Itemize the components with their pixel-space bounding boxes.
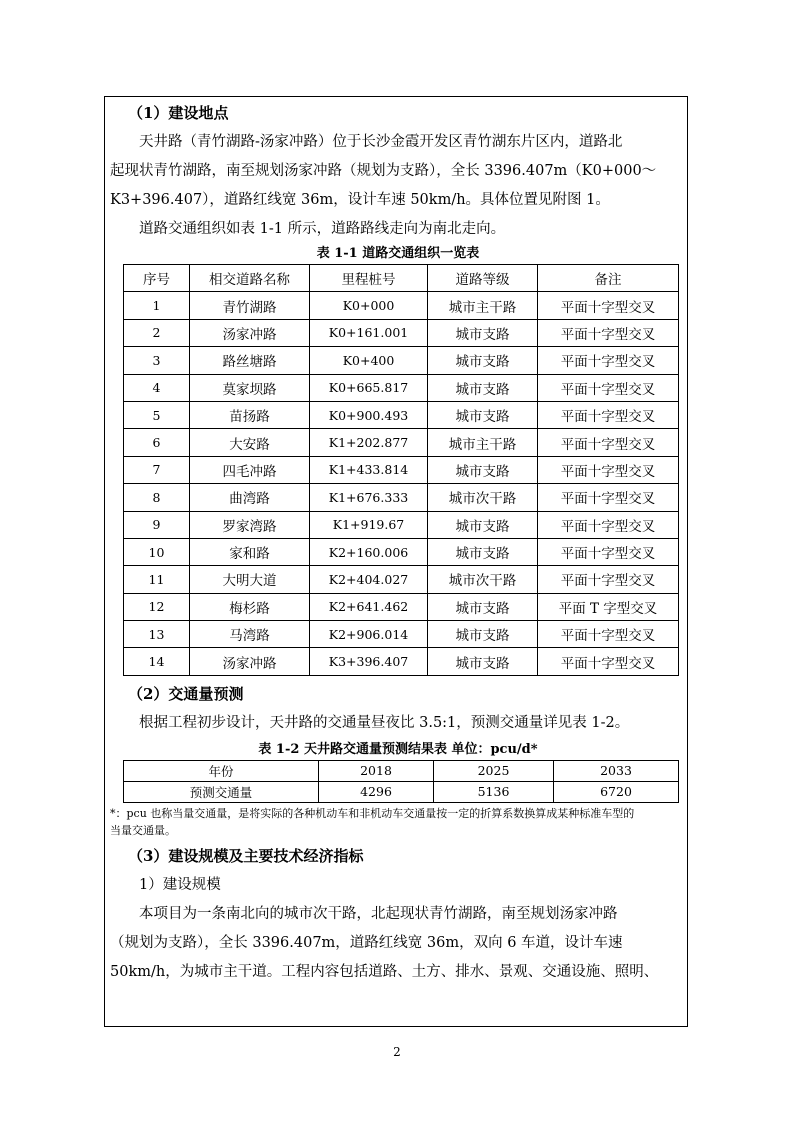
table-cell: 平面十字型交叉 <box>538 566 679 593</box>
table-cell: 城市支路 <box>428 648 538 675</box>
table-cell: 城市次干路 <box>428 566 538 593</box>
table-cell: 年份 <box>124 760 319 781</box>
table-cell: 5136 <box>434 781 554 802</box>
table-cell: 城市主干路 <box>428 292 538 319</box>
header-cell: 相交道路名称 <box>190 265 310 292</box>
table-cell: 平面十字型交叉 <box>538 374 679 401</box>
section-heading-traffic-forecast: （2）交通量预测 <box>128 684 244 703</box>
table-cell: 苗扬路 <box>190 401 310 428</box>
table-cell: 大明大道 <box>190 566 310 593</box>
table-cell: 青竹湖路 <box>190 292 310 319</box>
table-cell: 汤家冲路 <box>190 319 310 346</box>
table-row <box>124 401 679 428</box>
table-cell: 8 <box>124 484 190 511</box>
footnote-line: *：pcu 也称当量交通量，是将实际的各种机动车和非机动车交通量按一定的折算系数换算成某种标准车型的 <box>110 806 635 820</box>
table-cell: K1+433.814 <box>310 456 428 483</box>
table-cell: K2+160.006 <box>310 538 428 565</box>
paragraph-line: 道路交通组织如表 1-1 所示，道路路线走向为南北走向。 <box>139 221 506 237</box>
table-cell: 莫家坝路 <box>190 374 310 401</box>
table-cell: 2025 <box>434 760 554 781</box>
table-cell: 平面十字型交叉 <box>538 484 679 511</box>
table-caption: 表 1-1 道路交通组织一览表 <box>316 246 480 261</box>
table-row <box>124 319 679 346</box>
table-cell: 平面十字型交叉 <box>538 401 679 428</box>
table-cell: 6720 <box>554 781 679 802</box>
table-cell: 平面 T 字型交叉 <box>538 593 679 620</box>
table-row <box>124 781 679 802</box>
document-body <box>110 98 686 987</box>
traffic-forecast-paragraph: 根据工程初步设计，天井路的交通量昼夜比 3.5:1，预测交通量详见表 1-2。 <box>139 714 630 731</box>
table-cell: 平面十字型交叉 <box>538 429 679 456</box>
table-cell: 平面十字型交叉 <box>538 319 679 346</box>
table-cell: 城市支路 <box>428 401 538 428</box>
table-row <box>124 429 679 456</box>
table-cell: 2033 <box>554 760 679 781</box>
traffic-organization-table <box>123 264 679 676</box>
table-cell: 平面十字型交叉 <box>538 456 679 483</box>
table-row <box>124 456 679 483</box>
table-cell: 马湾路 <box>190 621 310 648</box>
table-cell: 城市支路 <box>428 593 538 620</box>
table-cell: 12 <box>124 593 190 620</box>
table-row <box>124 566 679 593</box>
scale-paragraph <box>110 871 686 987</box>
table-cell: 路丝塘路 <box>190 347 310 374</box>
table-cell: 城市支路 <box>428 621 538 648</box>
table-cell: K0+400 <box>310 347 428 374</box>
table-cell: 城市支路 <box>428 347 538 374</box>
footnote-line: 当量交通量。 <box>110 823 176 837</box>
header-cell: 序号 <box>124 265 190 292</box>
section-heading-location: （1）建设地点 <box>128 104 229 122</box>
table-cell: 9 <box>124 511 190 538</box>
table-cell: 平面十字型交叉 <box>538 292 679 319</box>
table-cell: 5 <box>124 401 190 428</box>
table-cell: 城市支路 <box>428 511 538 538</box>
table-cell: 4296 <box>319 781 434 802</box>
table-row <box>124 484 679 511</box>
table-cell: 平面十字型交叉 <box>538 347 679 374</box>
header-cell: 道路等级 <box>428 265 538 292</box>
page-number: 2 <box>393 1045 401 1059</box>
table-cell: 1 <box>124 292 190 319</box>
table-cell: 11 <box>124 566 190 593</box>
table-cell: 10 <box>124 538 190 565</box>
location-paragraph <box>110 128 686 244</box>
table-header-row <box>124 265 679 292</box>
footnote <box>110 805 686 839</box>
table-cell: 城市次干路 <box>428 484 538 511</box>
table-cell: 14 <box>124 648 190 675</box>
table-cell: 曲湾路 <box>190 484 310 511</box>
table-cell: K2+641.462 <box>310 593 428 620</box>
table-cell: K0+665.817 <box>310 374 428 401</box>
table-cell: 6 <box>124 429 190 456</box>
table-cell: 家和路 <box>190 538 310 565</box>
paragraph-line: 起现状青竹湖路，南至规划汤家冲路（规划为支路），全长 3396.407m（K0+000～ <box>110 163 657 179</box>
paragraph-line: 天井路（青竹湖路-汤家冲路）位于长沙金霞开发区青竹湖东片区内，道路北 <box>139 134 623 150</box>
header-cell: 备注 <box>538 265 679 292</box>
table-row <box>124 760 679 781</box>
table-cell: 平面十字型交叉 <box>538 511 679 538</box>
table-row <box>124 292 679 319</box>
table-cell: 城市支路 <box>428 374 538 401</box>
table-cell: 2018 <box>319 760 434 781</box>
header-cell: 里程桩号 <box>310 265 428 292</box>
table-row <box>124 648 679 675</box>
table-row <box>124 538 679 565</box>
table-cell: 罗家湾路 <box>190 511 310 538</box>
table-cell: 城市主干路 <box>428 429 538 456</box>
table-cell: K1+919.67 <box>310 511 428 538</box>
table-cell: 7 <box>124 456 190 483</box>
paragraph-line: （规划为支路），全长 3396.407m，道路红线宽 36m，双向 6 车道，设计车速 <box>110 934 623 951</box>
table-cell: 大安路 <box>190 429 310 456</box>
table-cell: K1+202.877 <box>310 429 428 456</box>
paragraph-line: K3+396.407），道路红线宽 36m，设计车速 50km/h。具体位置见附图 1。 <box>110 192 610 208</box>
table-cell: 平面十字型交叉 <box>538 648 679 675</box>
table-cell: K3+396.407 <box>310 648 428 675</box>
table-cell: K0+900.493 <box>310 401 428 428</box>
subheading: 1）建设规模 <box>139 876 221 893</box>
table-row <box>124 593 679 620</box>
paragraph-line: 50km/h，为城市主干道。工程内容包括道路、土方、排水、景观、交通设施、照明、 <box>110 963 659 980</box>
table-cell: 汤家冲路 <box>190 648 310 675</box>
table-caption: 表 1-2 天井路交通量预测结果表 单位：pcu/d* <box>258 741 538 757</box>
table-cell: 梅杉路 <box>190 593 310 620</box>
table-cell: K2+404.027 <box>310 566 428 593</box>
table-cell: 平面十字型交叉 <box>538 621 679 648</box>
table-row <box>124 347 679 374</box>
paragraph-line: 本项目为一条南北向的城市次干路，北起现状青竹湖路，南至规划汤家冲路 <box>139 905 618 922</box>
table-cell: 2 <box>124 319 190 346</box>
section-heading-scale: （3）建设规模及主要技术经济指标 <box>128 846 364 865</box>
table-cell: 13 <box>124 621 190 648</box>
table-row <box>124 511 679 538</box>
table-cell: 平面十字型交叉 <box>538 538 679 565</box>
table-row <box>124 374 679 401</box>
table-row <box>124 621 679 648</box>
table-cell: K2+906.014 <box>310 621 428 648</box>
table-cell: K1+676.333 <box>310 484 428 511</box>
table-cell: 3 <box>124 347 190 374</box>
table-cell: 四毛冲路 <box>190 456 310 483</box>
table-cell: 城市支路 <box>428 456 538 483</box>
table-cell: 城市支路 <box>428 319 538 346</box>
table-cell: 4 <box>124 374 190 401</box>
traffic-forecast-table <box>123 760 679 803</box>
table-cell: 城市支路 <box>428 538 538 565</box>
table-cell: K0+161.001 <box>310 319 428 346</box>
table-cell: K0+000 <box>310 292 428 319</box>
table-cell: 预测交通量 <box>124 781 319 802</box>
